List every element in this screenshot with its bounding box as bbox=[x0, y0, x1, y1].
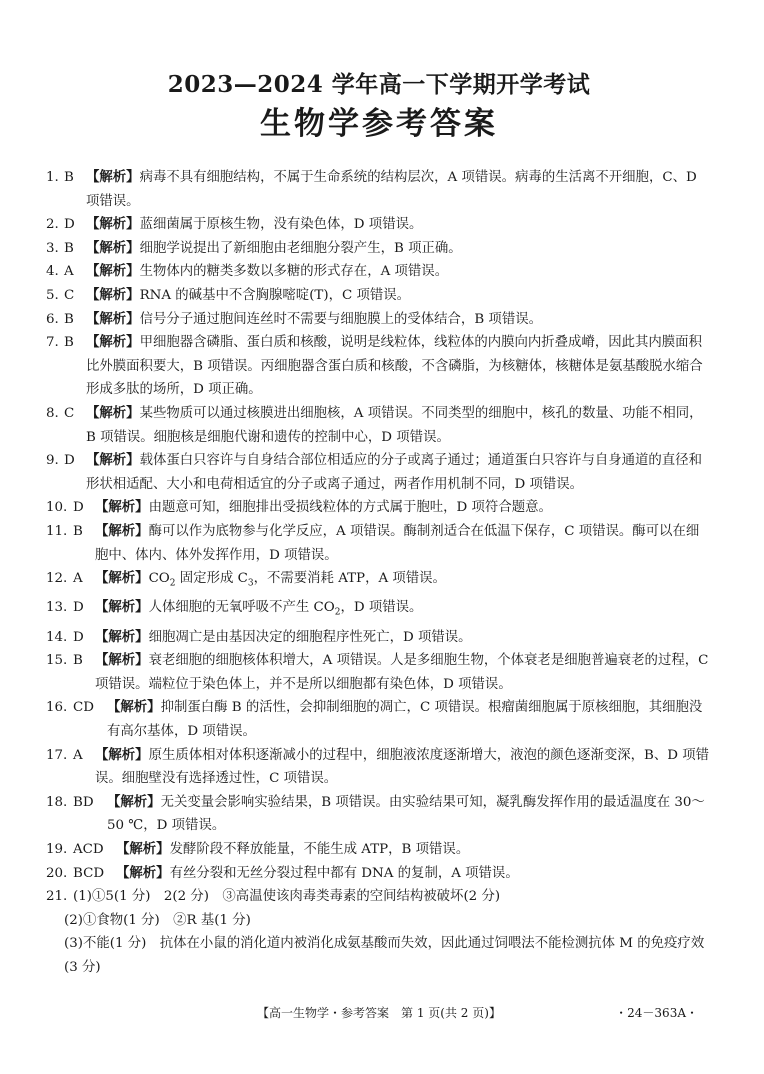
explanation-text: 病毒不具有细胞结构，不属于生命系统的结构层次，A 项错误。病毒的生活离不开细胞，C、D 项错误。 bbox=[86, 170, 697, 209]
answer-choice: D bbox=[73, 600, 84, 616]
answer-item bbox=[46, 449, 712, 496]
answer-choice: B bbox=[64, 240, 74, 256]
explanation bbox=[86, 166, 712, 213]
explanation bbox=[86, 331, 712, 402]
answer-item bbox=[46, 166, 712, 213]
explanation-tag: 【解析】 bbox=[86, 404, 140, 421]
explanation bbox=[95, 626, 712, 650]
explanation-text: CO bbox=[148, 571, 170, 587]
answer-choice: B bbox=[64, 335, 74, 351]
question-number: 10. bbox=[46, 500, 68, 516]
question-number: 17. bbox=[46, 747, 68, 763]
explanation-text: 生物体内的糖类多数以多糖的形式存在，A 项错误。 bbox=[139, 264, 449, 280]
question-number: 5. bbox=[46, 287, 59, 303]
explanation bbox=[86, 213, 712, 237]
explanation-text: 由题意可知，细胞排出受损线粒体的方式属于胞吐，D 项符合题意。 bbox=[148, 500, 552, 516]
q21-line3: (3)不能(1 分) 抗体在小鼠的消化道内被消化成氨基酸而失效，因此通过饲喂法不能检测抗体 M 的免疫疗效(3 分) bbox=[64, 936, 705, 975]
explanation-text: 甲细胞器含磷脂、蛋白质和核酸，说明是线粒体，线粒体的内膜向内折叠成嵴，因此其内膜面积比外膜面积要大，B 项错误。丙细胞器含蛋白质和核酸，不含磷脂，为核糖体，核糖体是氨基酸脱水缩合形成多肽的场所，D 项正确。 bbox=[86, 335, 703, 398]
explanation-tag: 【解析】 bbox=[107, 793, 161, 810]
answer-choice: B bbox=[73, 523, 83, 539]
explanation bbox=[95, 596, 712, 625]
explanation-tag: 【解析】 bbox=[86, 452, 140, 469]
answer-choice: BCD bbox=[73, 865, 105, 881]
explanation-text: ，不需要消耗 ATP，A 项错误。 bbox=[253, 571, 446, 587]
explanation-text: 无关变量会影响实验结果，B 项错误。由实验结果可知，凝乳酶发挥作用的最适温度在 30～50 ℃，D 项错误。 bbox=[107, 794, 705, 834]
answer-key-title: 生物学参考答案 bbox=[260, 106, 498, 142]
q21-part1: (1)①5(1 分) 2(2 分) ③高温使该肉毒类毒素的空间结构被破坏(2 分) bbox=[73, 889, 501, 905]
explanation-tag: 【解析】 bbox=[86, 169, 140, 185]
explanation-tag: 【解析】 bbox=[86, 286, 140, 303]
answer-item bbox=[46, 626, 712, 650]
answer-choice: A bbox=[73, 747, 83, 763]
explanation-text: 载体蛋白只容许与自身结合部位相适应的分子或离子通过；通道蛋白只容许与自身通道的直径和形状相适配、大小和电荷相适宜的分子或离子通过，两者作用机制不同，D 项错误。 bbox=[86, 453, 702, 492]
answer-choice: A bbox=[73, 571, 83, 587]
question-number: 18. bbox=[46, 794, 68, 810]
explanation-tag: 【解析】 bbox=[95, 522, 149, 539]
question-number: 2. bbox=[46, 217, 59, 233]
question-number: 9. bbox=[46, 453, 59, 469]
answer-choice: D bbox=[64, 217, 75, 233]
explanation-text: 原生质体相对体积逐渐减小的过程中，细胞液浓度逐渐增大，液泡的颜色逐渐变深，B、D 项错误。细胞壁没有选择透过性，C 项错误。 bbox=[95, 747, 710, 787]
footer-page-info: 【高一生物学・参考答案 第 1 页(共 2 页)】 bbox=[257, 1006, 501, 1020]
explanation bbox=[95, 520, 712, 567]
q21-line2: (2)①食物(1 分) ②R 基(1 分) bbox=[64, 912, 251, 928]
explanation-text: 细胞凋亡是由基因决定的细胞程序性死亡，D 项错误。 bbox=[148, 629, 472, 645]
question-number: 12. bbox=[46, 571, 68, 587]
answer-choice: B bbox=[73, 653, 83, 669]
explanation-tag: 【解析】 bbox=[95, 628, 149, 645]
answer-item bbox=[46, 237, 712, 261]
question-number: 11. bbox=[46, 523, 68, 539]
question-number: 16. bbox=[46, 700, 68, 716]
explanation-tag: 【解析】 bbox=[95, 746, 149, 763]
explanation-tag: 【解析】 bbox=[107, 699, 161, 716]
page-footer bbox=[46, 1003, 712, 1023]
explanation-text: 蓝细菌属于原核生物，没有染色体，D 项错误。 bbox=[139, 217, 423, 233]
question-number: 6. bbox=[46, 311, 59, 327]
explanation-tag: 【解析】 bbox=[86, 263, 140, 280]
explanation-tag: 【解析】 bbox=[116, 864, 170, 881]
explanation bbox=[86, 260, 712, 284]
answer-item bbox=[46, 308, 712, 332]
explanation bbox=[95, 744, 712, 791]
question-number: 3. bbox=[46, 240, 59, 256]
answer-item bbox=[46, 402, 712, 449]
answer-item bbox=[46, 649, 712, 696]
answer-item bbox=[46, 838, 712, 862]
answer-item bbox=[46, 596, 712, 625]
explanation bbox=[86, 402, 712, 449]
answer-choice: BD bbox=[73, 794, 94, 810]
answer-item bbox=[46, 744, 712, 791]
explanation bbox=[107, 791, 712, 838]
explanation-text: 酶可以作为底物参与化学反应，A 项错误。酶制剂适合在低温下保存，C 项错误。酶可以在细胞中、体内、体外发挥作用，D 项错误。 bbox=[95, 523, 700, 563]
explanation-tag: 【解析】 bbox=[95, 499, 149, 516]
question-number: 14. bbox=[46, 629, 68, 645]
explanation bbox=[86, 237, 712, 261]
explanation bbox=[95, 496, 712, 520]
subscript: 2 bbox=[334, 608, 341, 619]
answer-choice: D bbox=[73, 629, 84, 645]
explanation-tag: 【解析】 bbox=[86, 334, 140, 351]
explanation-text: RNA 的碱基中不含胸腺嘧啶(T)，C 项错误。 bbox=[139, 287, 411, 303]
answer-choice: D bbox=[73, 500, 84, 516]
explanation bbox=[95, 649, 712, 696]
explanation-text: 某些物质可以通过核膜进出细胞核，A 项错误。不同类型的细胞中，核孔的数量、功能不相同，B 项错误。细胞核是细胞代谢和遗传的控制中心，D 项错误。 bbox=[86, 405, 703, 445]
explanation bbox=[116, 862, 712, 886]
footer-code: ・24－363A・ bbox=[615, 1006, 698, 1020]
question-number: 21. bbox=[46, 889, 68, 905]
question-number: 20. bbox=[46, 865, 68, 881]
answer-choice: C bbox=[64, 405, 75, 421]
q21-line1 bbox=[46, 885, 712, 909]
answer-item bbox=[46, 284, 712, 308]
answer-item bbox=[46, 520, 712, 567]
answer-item bbox=[46, 567, 712, 596]
answer-item bbox=[46, 862, 712, 886]
explanation-tag: 【解析】 bbox=[86, 310, 140, 327]
answer-choice: C bbox=[64, 287, 75, 303]
explanation-tag: 【解析】 bbox=[95, 570, 149, 587]
answer-list bbox=[46, 166, 712, 980]
answer-item bbox=[46, 496, 712, 520]
subscript: 2 bbox=[169, 578, 176, 589]
explanation-text: 衰老细胞的细胞核体积增大，A 项错误。人是多细胞生物，个体衰老是细胞普遍衰老的过程，C 项错误。端粒位于染色体上，并不是所以细胞都有染色体，D 项错误。 bbox=[95, 653, 709, 692]
explanation-tag: 【解析】 bbox=[95, 599, 149, 616]
explanation-tag: 【解析】 bbox=[86, 239, 140, 256]
explanation bbox=[116, 838, 712, 862]
explanation-text: 细胞学说提出了新细胞由老细胞分裂产生，B 项正确。 bbox=[139, 240, 462, 256]
question-number: 19. bbox=[46, 841, 68, 857]
question-number: 8. bbox=[46, 405, 59, 421]
exam-title: 2023—2024 学年高一下学期开学考试 bbox=[167, 71, 591, 98]
answer-choice: B bbox=[64, 170, 74, 185]
explanation-text: ，D 项错误。 bbox=[340, 600, 423, 616]
answer-item bbox=[46, 791, 712, 838]
explanation-tag: 【解析】 bbox=[86, 216, 140, 233]
question-number: 13. bbox=[46, 600, 68, 616]
question-number: 15. bbox=[46, 653, 68, 669]
explanation bbox=[95, 567, 712, 596]
answer-item-21 bbox=[46, 885, 712, 979]
answer-choice: A bbox=[64, 264, 74, 280]
answer-choice: CD bbox=[73, 700, 94, 716]
answer-choice: D bbox=[64, 453, 75, 469]
subscript: 3 bbox=[247, 578, 254, 589]
explanation-text: 信号分子通过胞间连丝时不需要与细胞膜上的受体结合，B 项错误。 bbox=[139, 311, 542, 327]
explanation-text: 固定形成 C bbox=[175, 571, 248, 587]
question-number: 4. bbox=[46, 264, 59, 280]
explanation-text: 有丝分裂和无丝分裂过程中都有 DNA 的复制，A 项错误。 bbox=[169, 865, 519, 881]
answer-choice: B bbox=[64, 311, 74, 327]
explanation bbox=[86, 308, 712, 332]
explanation-text: 抑制蛋白酶 B 的活性，会抑制细胞的凋亡，C 项错误。根瘤菌细胞属于原核细胞，其细胞没有高尔基体，D 项错误。 bbox=[107, 700, 703, 739]
answer-choice: ACD bbox=[73, 841, 104, 857]
answer-item bbox=[46, 213, 712, 237]
explanation-tag: 【解析】 bbox=[95, 652, 149, 669]
explanation bbox=[107, 696, 712, 743]
answer-item bbox=[46, 260, 712, 284]
explanation bbox=[86, 449, 712, 496]
question-number: 1. bbox=[46, 170, 59, 185]
question-number: 7. bbox=[46, 335, 59, 351]
explanation-text: 发酵阶段不释放能量，不能生成 ATP，B 项错误。 bbox=[169, 841, 470, 857]
answer-item bbox=[46, 696, 712, 743]
explanation-tag: 【解析】 bbox=[116, 840, 170, 857]
explanation-text: 人体细胞的无氧呼吸不产生 CO bbox=[148, 600, 335, 616]
answer-item bbox=[46, 331, 712, 402]
explanation bbox=[86, 284, 712, 308]
